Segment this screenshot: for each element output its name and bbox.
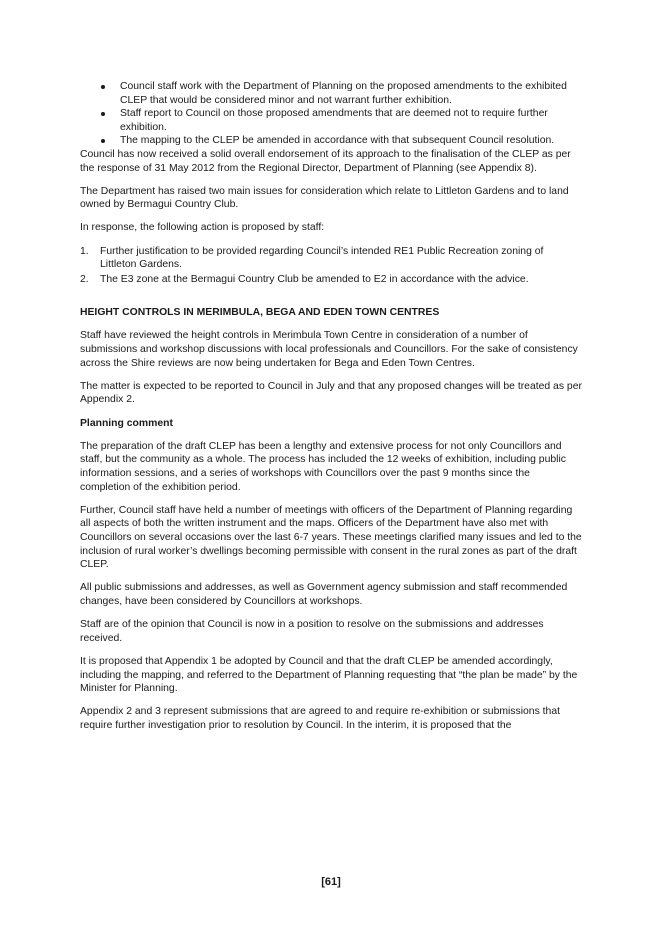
action-number: 2. (80, 273, 89, 285)
appendix1-paragraph: It is proposed that Appendix 1 be adopted by Council and that the draft CLEP be amended accordingly, including the mapping, and referred to the Department of Planning requesting that “the plan be made” by the Minister for Planning. (80, 655, 578, 695)
planning-comment-heading: Planning comment (80, 417, 173, 429)
action-text: Further justification to be provided regarding Council’s intended RE1 Public Recreation zoning of Littleton Gardens. (100, 245, 544, 271)
action-item (80, 245, 582, 272)
bullet-icon (101, 139, 105, 143)
bullet-item (80, 134, 582, 148)
action-text: The E3 zone at the Bermagui Country Club be amended to E2 in accordance with the advice. (100, 273, 529, 285)
submissions-paragraph: All public submissions and addresses, as well as Government agency submission and staff recommended changes, have been considered by Councillors at workshops. (80, 582, 568, 607)
height-controls-heading: HEIGHT CONTROLS IN MERIMBULA, BEGA AND EDEN TOWN CENTRES (80, 307, 440, 319)
bullet-text: Council staff work with the Department of Planning on the proposed amendments to the exhibited CLEP that would be considered minor and not warrant further exhibition. (120, 81, 567, 106)
staff-actions-bullet-list (80, 80, 582, 148)
response-paragraph: In response, the following action is proposed by staff: (80, 222, 325, 234)
issues-paragraph: The Department has raised two main issues for consideration which relate to Littleton Gardens and to land owned by Bermagui Country Club. (80, 185, 569, 211)
appendix23-paragraph: Appendix 2 and 3 represent submissions that are agreed to and require re-exhibition or submissions that require further investigation prior to resolution by Council. In the interim, it is proposed that the (80, 706, 560, 731)
preparation-paragraph: The preparation of the draft CLEP has been a lengthy and extensive process for not only Councillors and staff, but the community as a whole. The process has included the 12 weeks of exhibition, including public information sessions, and a series of workshops with Councillors over the past 9 months since the completion of the exhibition period. (80, 440, 566, 493)
meetings-paragraph: Further, Council staff have held a number of meetings with officers of the Department of Planning regarding all aspects of both the written instrument and the maps. Officers of the Department have also met with Councillors on several occasions over the last 6-7 years. These meetings clarified many issues and led to the inclusion of rural worker’s dwellings becoming permissible with consent in the rural zones as part of the draft CLEP. (80, 504, 582, 571)
page-number: [61] (321, 876, 341, 888)
bullet-text: Staff report to Council on those proposed amendments that are deemed not to require further exhibition. (120, 108, 548, 133)
bullet-item (80, 80, 582, 107)
opinion-paragraph: Staff are of the opinion that Council is now in a position to resolve on the submissions and addresses received. (80, 619, 544, 644)
height-report-paragraph: The matter is expected to be reported to Council in July and that any proposed changes will be treated as per Appendix 2. (80, 380, 582, 406)
document-page (80, 80, 582, 742)
endorsement-paragraph: Council has now received a solid overall endorsement of its approach to the finalisation of the CLEP as per the response of 31 May 2012 from the Regional Director, Department of Planning (see Appendix 8). (80, 148, 571, 174)
action-number: 1. (80, 245, 89, 257)
bullet-text: The mapping to the CLEP be amended in accordance with that subsequent Council resolution. (120, 135, 555, 147)
bullet-icon (101, 85, 105, 89)
action-item (80, 273, 582, 287)
bullet-item (80, 107, 582, 134)
proposed-actions-list (80, 245, 582, 287)
height-review-paragraph: Staff have reviewed the height controls in Merimbula Town Centre in consideration of a number of submissions and workshop discussions with local professionals and Councillors. For the sake of consistency across the Shire reviews are now being undertaken for Bega and Eden Town Centres. (80, 330, 578, 369)
bullet-icon (101, 112, 105, 116)
